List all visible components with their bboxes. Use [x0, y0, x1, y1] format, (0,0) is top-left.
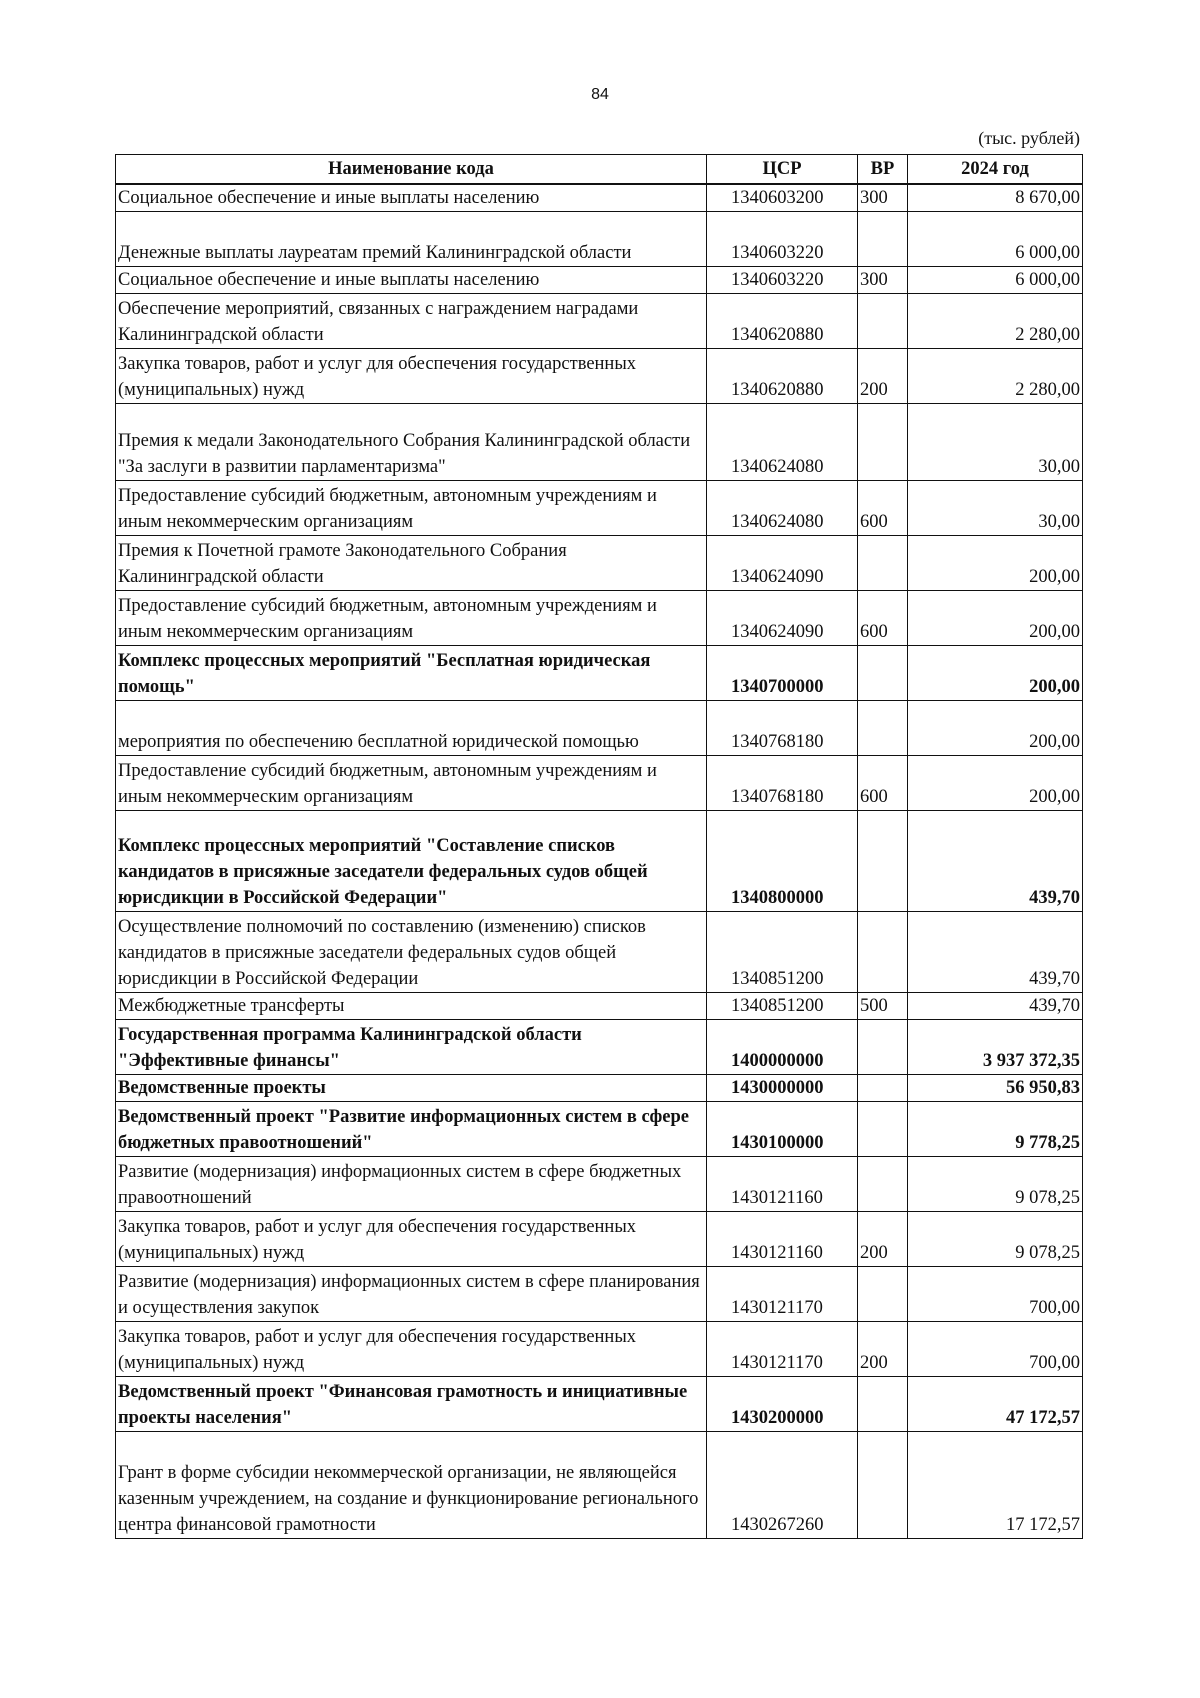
row-name: Грант в форме субсидии некоммерческой организации, не являющейся казенным учреждением, на создание и функционирование регионального центра финансовой грамотности: [116, 1432, 707, 1539]
row-amount: 200,00: [908, 591, 1083, 646]
row-amount: 2 280,00: [908, 294, 1083, 349]
row-vr: 600: [858, 591, 908, 646]
row-name: Закупка товаров, работ и услуг для обеспечения государственных (муниципальных) нужд: [116, 1322, 707, 1377]
row-csr: 1430121170: [707, 1322, 858, 1377]
row-vr: 300: [858, 267, 908, 294]
row-amount: 2 280,00: [908, 349, 1083, 404]
row-name: Премия к Почетной грамоте Законодательного Собрания Калининградской области: [116, 536, 707, 591]
row-vr: [858, 1020, 908, 1075]
table-row: [116, 267, 1083, 294]
table-row: [116, 993, 1083, 1020]
budget-table: [115, 154, 1083, 1539]
row-vr: [858, 1157, 908, 1212]
row-csr: 1430000000: [707, 1075, 858, 1102]
table-row: [116, 591, 1083, 646]
row-name: Предоставление субсидий бюджетным, автономным учреждениям и иным некоммерческим организациям: [116, 481, 707, 536]
row-vr: [858, 294, 908, 349]
table-row: [116, 912, 1083, 993]
row-amount: 9 778,25: [908, 1102, 1083, 1157]
table-row: [116, 701, 1083, 756]
table-row: [116, 1020, 1083, 1075]
table-header-row: [116, 155, 1083, 185]
row-csr: 1340768180: [707, 701, 858, 756]
row-vr: 500: [858, 993, 908, 1020]
table-row: [116, 349, 1083, 404]
row-name: Государственная программа Калининградской области "Эффективные финансы": [116, 1020, 707, 1075]
row-csr: 1340620880: [707, 349, 858, 404]
row-amount: 200,00: [908, 646, 1083, 701]
row-vr: [858, 1075, 908, 1102]
table-row: [116, 536, 1083, 591]
table-row: [116, 646, 1083, 701]
row-name: Ведомственный проект "Финансовая грамотность и инициативные проекты населения": [116, 1377, 707, 1432]
row-csr: 1340800000: [707, 811, 858, 912]
page-number: 84: [591, 86, 609, 103]
row-amount: 8 670,00: [908, 184, 1083, 212]
row-csr: 1340620880: [707, 294, 858, 349]
row-vr: [858, 1102, 908, 1157]
row-csr: 1430121160: [707, 1212, 858, 1267]
row-vr: [858, 811, 908, 912]
row-name: Комплекс процессных мероприятий "Бесплатная юридическая помощь": [116, 646, 707, 701]
table-row: [116, 404, 1083, 481]
table-row: [116, 1322, 1083, 1377]
row-amount: 439,70: [908, 811, 1083, 912]
row-csr: 1340700000: [707, 646, 858, 701]
row-vr: 600: [858, 481, 908, 536]
row-name: Обеспечение мероприятий, связанных с награждением наградами Калининградской области: [116, 294, 707, 349]
row-name: Ведомственные проекты: [116, 1075, 707, 1102]
row-amount: 439,70: [908, 912, 1083, 993]
row-csr: 1340624090: [707, 536, 858, 591]
row-name: мероприятия по обеспечению бесплатной юридической помощью: [116, 701, 707, 756]
header-name: Наименование кода: [116, 155, 707, 185]
row-amount: 200,00: [908, 756, 1083, 811]
table-row: [116, 481, 1083, 536]
row-csr: 1430200000: [707, 1377, 858, 1432]
row-amount: 3 937 372,35: [908, 1020, 1083, 1075]
row-amount: 700,00: [908, 1267, 1083, 1322]
row-vr: [858, 404, 908, 481]
row-vr: [858, 646, 908, 701]
row-csr: 1430121160: [707, 1157, 858, 1212]
row-amount: 200,00: [908, 536, 1083, 591]
row-csr: 1430100000: [707, 1102, 858, 1157]
row-vr: 200: [858, 1322, 908, 1377]
row-vr: 300: [858, 184, 908, 212]
row-amount: 9 078,25: [908, 1212, 1083, 1267]
row-name: Предоставление субсидий бюджетным, автономным учреждениям и иным некоммерческим организациям: [116, 591, 707, 646]
row-amount: 30,00: [908, 481, 1083, 536]
row-csr: 1340851200: [707, 993, 858, 1020]
table-row: [116, 1267, 1083, 1322]
row-csr: 1340624080: [707, 404, 858, 481]
row-vr: [858, 912, 908, 993]
row-vr: [858, 1432, 908, 1539]
row-name: Социальное обеспечение и иные выплаты населению: [116, 267, 707, 294]
row-csr: 1340851200: [707, 912, 858, 993]
row-csr: 1430121170: [707, 1267, 858, 1322]
row-name: Денежные выплаты лауреатам премий Калининградской области: [116, 212, 707, 267]
row-name: Премия к медали Законодательного Собрания Калининградской области "За заслуги в развитии парламентаризма": [116, 404, 707, 481]
row-name: Комплекс процессных мероприятий "Составление списков кандидатов в присяжные заседатели федеральных судов общей юрисдикции в Российской Федерации": [116, 811, 707, 912]
header-amount: 2024 год: [908, 155, 1083, 185]
row-vr: [858, 1267, 908, 1322]
table-row: [116, 1102, 1083, 1157]
header-csr: ЦСР: [707, 155, 858, 185]
row-csr: 1400000000: [707, 1020, 858, 1075]
row-vr: [858, 701, 908, 756]
row-name: Развитие (модернизация) информационных систем в сфере планирования и осуществления закупок: [116, 1267, 707, 1322]
table-row: [116, 294, 1083, 349]
row-name: Закупка товаров, работ и услуг для обеспечения государственных (муниципальных) нужд: [116, 349, 707, 404]
table-row: [116, 756, 1083, 811]
row-amount: 17 172,57: [908, 1432, 1083, 1539]
row-name: Предоставление субсидий бюджетным, автономным учреждениям и иным некоммерческим организациям: [116, 756, 707, 811]
row-amount: 30,00: [908, 404, 1083, 481]
row-amount: 6 000,00: [908, 212, 1083, 267]
row-name: Ведомственный проект "Развитие информационных систем в сфере бюджетных правоотношений": [116, 1102, 707, 1157]
table-row: [116, 184, 1083, 212]
row-vr: 200: [858, 1212, 908, 1267]
row-vr: 600: [858, 756, 908, 811]
row-csr: 1340624080: [707, 481, 858, 536]
row-name: Социальное обеспечение и иные выплаты населению: [116, 184, 707, 212]
header-vr: ВР: [858, 155, 908, 185]
row-csr: 1340603220: [707, 212, 858, 267]
table-row: [116, 811, 1083, 912]
table-row: [116, 1212, 1083, 1267]
row-amount: 47 172,57: [908, 1377, 1083, 1432]
table-row: [116, 212, 1083, 267]
table-row: [116, 1075, 1083, 1102]
row-amount: 9 078,25: [908, 1157, 1083, 1212]
row-name: Развитие (модернизация) информационных систем в сфере бюджетных правоотношений: [116, 1157, 707, 1212]
row-amount: 439,70: [908, 993, 1083, 1020]
row-amount: 6 000,00: [908, 267, 1083, 294]
row-vr: [858, 536, 908, 591]
row-name: Осуществление полномочий по составлению (изменению) списков кандидатов в присяжные заседатели федеральных судов общей юрисдикции в Российской Федерации: [116, 912, 707, 993]
units-label: (тыс. рублей): [978, 128, 1080, 148]
table-row: [116, 1432, 1083, 1539]
row-csr: 1340768180: [707, 756, 858, 811]
row-amount: 56 950,83: [908, 1075, 1083, 1102]
table-row: [116, 1377, 1083, 1432]
table-row: [116, 1157, 1083, 1212]
row-amount: 200,00: [908, 701, 1083, 756]
row-amount: 700,00: [908, 1322, 1083, 1377]
row-vr: [858, 212, 908, 267]
row-csr: 1340624090: [707, 591, 858, 646]
row-name: Межбюджетные трансферты: [116, 993, 707, 1020]
row-csr: 1340603220: [707, 267, 858, 294]
row-vr: [858, 1377, 908, 1432]
row-csr: 1430267260: [707, 1432, 858, 1539]
row-name: Закупка товаров, работ и услуг для обеспечения государственных (муниципальных) нужд: [116, 1212, 707, 1267]
row-vr: 200: [858, 349, 908, 404]
row-csr: 1340603200: [707, 184, 858, 212]
